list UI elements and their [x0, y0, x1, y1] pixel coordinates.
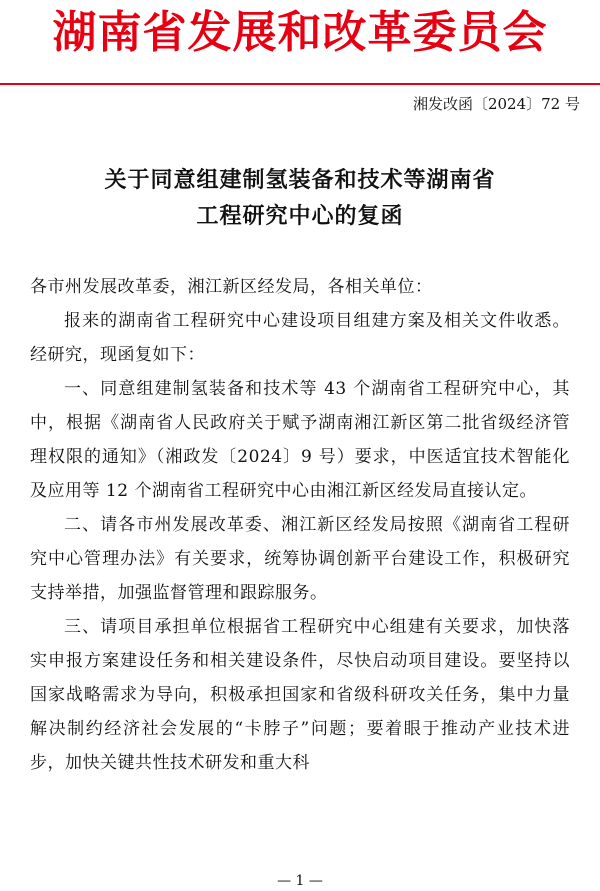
document-title-line-1: 关于同意组建制氢装备和技术等湖南省: [104, 167, 496, 193]
body-paragraph: 一、同意组建制氢装备和技术等 43 个湖南省工程研究中心，其中，根据《湖南省人民政府关于赋予湖南湘江新区第二批省级经济管理权限的通知》（湘政发〔2024〕9 号）要求，中医适宜技术智能化及应用等 12 个湖南省工程研究中心由湘江新区经发局直接认定。: [30, 379, 570, 501]
document-title: [0, 162, 600, 234]
body-paragraph: 报来的湖南省工程研究中心建设项目组建方案及相关文件收悉。经研究，现函复如下：: [30, 311, 570, 365]
red-divider-line: [0, 83, 600, 85]
document-body: [30, 270, 570, 780]
document-number: 湘发改函〔2024〕72 号: [412, 95, 580, 113]
page-number: — 1 —: [277, 873, 323, 889]
body-paragraph: 三、请项目承担单位根据省工程研究中心组建有关要求，加快落实申报方案建设任务和相关建设条件，尽快启动项目建设。要坚持以国家战略需求为导向，积极承担国家和省级科研攻关任务，集中力量解决制约经济社会发展的“卡脖子”问题；要着眼于推动产业技术进步，加快关键共性技术研发和重大科: [30, 617, 570, 773]
issuing-authority-header: 湖南省发展和改革委员会: [52, 7, 548, 58]
document-title-line-2: 工程研究中心的复函: [196, 203, 404, 229]
salutation: 各市州发展改革委，湘江新区经发局，各相关单位：: [30, 277, 433, 297]
body-paragraph: 二、请各市州发展改革委、湘江新区经发局按照《湖南省工程研究中心管理办法》有关要求，统筹协调创新平台建设工作，积极研究支持举措，加强监督管理和跟踪服务。: [30, 515, 570, 603]
